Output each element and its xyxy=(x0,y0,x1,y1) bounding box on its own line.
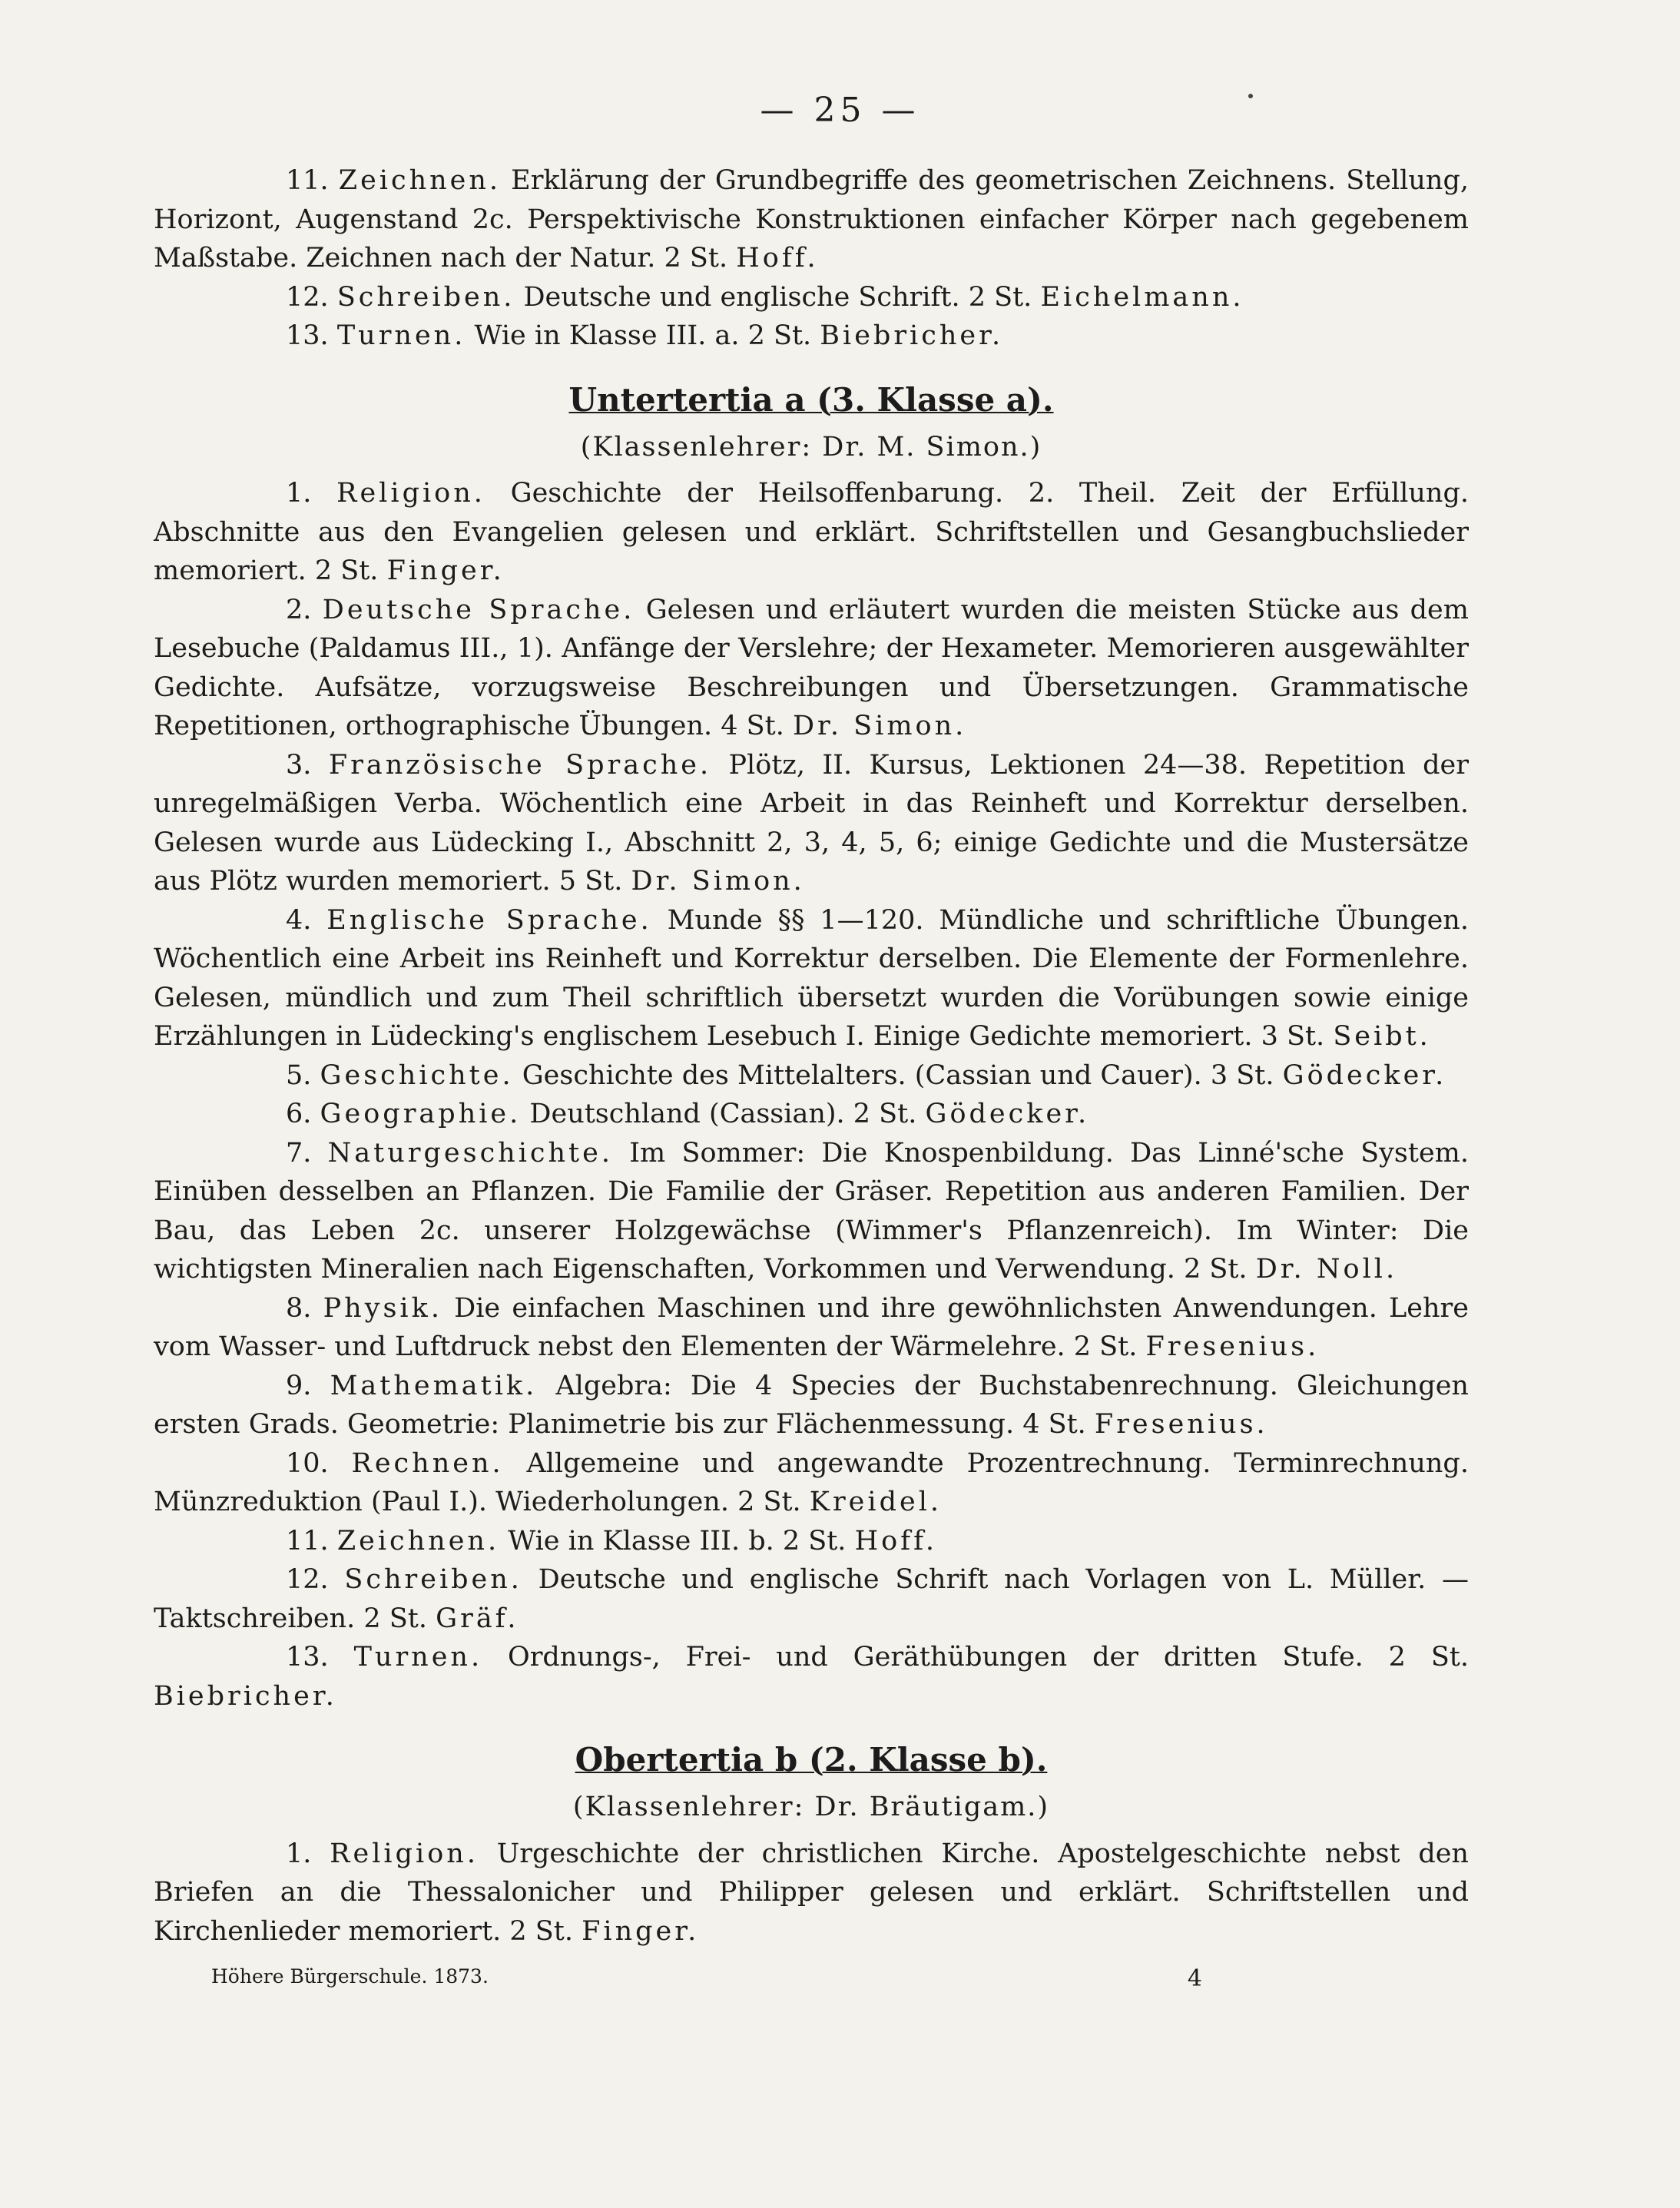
subject-paragraph xyxy=(154,1056,1469,1096)
subject-paragraph xyxy=(154,1638,1469,1716)
subject-title: Deutsche Sprache. xyxy=(322,594,635,625)
subject-title: Mathematik. xyxy=(330,1370,538,1401)
subject-title: Englische Sprache. xyxy=(326,904,652,936)
subject-paragraph xyxy=(154,1289,1469,1367)
subject-text: Erklärung der Grundbegriffe des geometrischen Zeichnens. Stellung, Horizont, Augenstand 2c. Perspektivische Konstruktionen einfacher Körper nach gegebenem Maßstabe. Zeichnen nach der Natur. 2 St. xyxy=(154,165,1469,274)
footer-imprint: Höhere Bürgerschule. 1873. xyxy=(211,1965,489,1988)
subject-text: Gelesen und erläutert wurden die meisten Stücke aus dem Lesebuche (Paldamus III., 1). Anfänge der Verslehre; der Hexameter. Memorieren ausgewählter Gedichte. Aufsätze, vorzugsweise Beschreibungen und Übersetzungen. Grammatische Repetitionen, orthographische Übungen. 4 St. xyxy=(154,594,1469,741)
subject-text: Wie in Klasse III. b. 2 St. xyxy=(508,1525,847,1557)
subject-text: Plötz, II. Kursus, Lektionen 24—38. Repetition der unregelmäßigen Verba. Wöchentlich eine Arbeit in das Reinheft und Korrektur derselben. Gelesen wurde aus Lüdecking I., Abschnitt 2, 3, 4, 5, 6; einige Gedichte und die Mustersätze aus Plötz wurden memoriert. 5 St. xyxy=(154,749,1469,897)
subject-number: 12. xyxy=(286,1564,329,1595)
subject-number: 13. xyxy=(286,1642,329,1673)
subject-text: Deutschland (Cassian). 2 St. xyxy=(529,1099,917,1129)
subject-paragraph xyxy=(154,1095,1469,1134)
heading-title: Untertertia a (3. Klasse a). xyxy=(568,380,1054,419)
subject-text: Munde §§ 1—120. Mündliche und schriftliche Übungen. Wöchentlich eine Arbeit ins Reinheft und Korrektur derselben. Die Elemente der Formenlehre. Gelesen, mündlich und zum Theil schriftlich übersetzt wurden die Vorübungen sowie einige Erzählungen in Lüdecking's englischem Lesebuch I. Einige Gedichte memoriert. 3 St. xyxy=(154,904,1469,1052)
subject-title: Geographie. xyxy=(320,1099,522,1129)
subject-number: 13. xyxy=(286,320,329,351)
subject-paragraph xyxy=(154,901,1469,1056)
signature-mark: 4 xyxy=(1187,1965,1202,1992)
sections-top xyxy=(154,161,1469,356)
subject-paragraph xyxy=(154,1560,1469,1638)
subject-title: Französische Sprache. xyxy=(328,749,712,781)
teacher-name: Hoff. xyxy=(736,243,819,274)
subject-number: 7. xyxy=(286,1137,312,1169)
subject-title: Naturgeschichte. xyxy=(327,1137,613,1169)
subject-number: 1. xyxy=(286,1838,312,1869)
subject-paragraph xyxy=(154,161,1469,278)
subject-paragraph xyxy=(154,1522,1469,1561)
subject-number: 12. xyxy=(286,281,329,313)
subject-text: Geschichte der Heilsoffenbarung. 2. Theil. Zeit der Erfüllung. Abschnitte aus den Evangelien gelesen und erklärt. Schriftstellen und Gesangbuchslieder memoriert. 2 St. xyxy=(154,478,1469,586)
teacher-name: Biebricher. xyxy=(154,1680,337,1712)
class-teacher-line: (Klassenlehrer: Dr. Bräutigam.) xyxy=(572,1792,1050,1822)
teacher-name: Eichelmann. xyxy=(1040,281,1244,313)
teacher-name: Gödecker. xyxy=(1282,1059,1447,1091)
subject-text: Allgemeine und angewandte Prozentrechnung. Terminrechnung. Münzreduktion (Paul I.). Wiederholungen. 2 St. xyxy=(154,1447,1469,1517)
teacher-name: Fresenius. xyxy=(1094,1409,1268,1440)
subject-number: 5. xyxy=(286,1059,312,1091)
subject-title: Zeichnen. xyxy=(336,1525,500,1557)
teacher-name: Dr. Simon. xyxy=(792,711,967,741)
subject-text: Im Sommer: Die Knospenbildung. Das Linné'sche System. Einüben desselben an Pflanzen. Die Familie der Gräser. Repetition aus anderen Familien. Der Bau, das Leben 2c. unserer Holzgewächse (Wimmer's Pflanzenreich). Im Winter: Die wichtigsten Mineralien nach Eigenschaften, Vorkommen und Verwendung. 2 St. xyxy=(154,1137,1469,1285)
subject-title: Religion. xyxy=(336,478,485,509)
teacher-name: Hoff. xyxy=(854,1525,937,1557)
teacher-name: Fresenius. xyxy=(1145,1331,1320,1362)
subject-number: 3. xyxy=(286,749,312,781)
subject-text: Deutsche und englische Schrift nach Vorlagen von L. Müller. — Taktschreiben. 2 St. xyxy=(154,1564,1469,1634)
subject-title: Rechnen. xyxy=(351,1447,504,1479)
subject-number: 9. xyxy=(286,1370,312,1401)
sections-untertertia xyxy=(154,474,1469,1716)
subject-paragraph xyxy=(154,317,1469,356)
teacher-name: Finger. xyxy=(386,555,505,586)
subject-title: Turnen. xyxy=(336,320,466,351)
subject-paragraph xyxy=(154,1444,1469,1522)
subject-paragraph xyxy=(154,591,1469,746)
sections-obertertia xyxy=(154,1835,1469,1951)
subject-title: Zeichnen. xyxy=(338,165,502,196)
subject-text: Urgeschichte der christlichen Kirche. Apostelgeschichte nebst den Briefen an die Thessalonicher und Philipper gelesen und erklärt. Schriftstellen und Kirchenlieder memoriert. 2 St. xyxy=(154,1838,1469,1947)
subject-text: Wie in Klasse III. a. 2 St. xyxy=(474,320,812,351)
subject-paragraph xyxy=(154,1367,1469,1444)
teacher-name: Seibt. xyxy=(1333,1021,1431,1052)
teacher-name: Biebricher. xyxy=(820,320,1004,351)
subject-number: 11. xyxy=(286,1525,329,1557)
subject-title: Schreiben. xyxy=(344,1564,522,1595)
subject-title: Physik. xyxy=(323,1292,442,1324)
subject-title: Religion. xyxy=(330,1838,479,1869)
teacher-name: Finger. xyxy=(582,1915,700,1947)
class-teacher-line: (Klassenlehrer: Dr. M. Simon.) xyxy=(580,431,1042,462)
subject-title: Geschichte. xyxy=(320,1059,514,1091)
subject-number: 4. xyxy=(286,904,312,936)
teacher-name: Gräf. xyxy=(436,1603,519,1634)
subject-number: 6. xyxy=(286,1099,312,1129)
subject-paragraph xyxy=(154,474,1469,591)
teacher-name: Dr. Noll. xyxy=(1255,1254,1398,1285)
teacher-name: Gödecker. xyxy=(925,1099,1090,1129)
subject-text: Deutsche und englische Schrift. 2 St. xyxy=(523,281,1032,313)
subject-text: Die einfachen Maschinen und ihre gewöhnlichsten Anwendungen. Lehre vom Wasser- und Luftdruck nebst den Elementen der Wärmelehre. 2 St. xyxy=(154,1292,1469,1362)
subject-paragraph xyxy=(154,1835,1469,1951)
subject-text: Ordnungs-, Frei- und Geräthübungen der dritten Stufe. 2 St. xyxy=(508,1642,1469,1673)
section-heading-obertertia xyxy=(154,1739,1469,1782)
subject-number: 1. xyxy=(286,478,312,509)
subject-paragraph xyxy=(154,278,1469,317)
teacher-name: Kreidel. xyxy=(809,1487,943,1517)
subject-number: 10. xyxy=(286,1447,329,1479)
subject-text: Geschichte des Mittelalters. (Cassian und Cauer). 3 St. xyxy=(522,1059,1274,1091)
subject-paragraph xyxy=(154,1134,1469,1289)
section-heading-untertertia xyxy=(154,379,1469,422)
subject-number: 8. xyxy=(286,1292,312,1324)
heading-title: Obertertia b (2. Klasse b). xyxy=(575,1741,1048,1779)
page-footer xyxy=(211,1965,1202,1992)
teacher-name: Dr. Simon. xyxy=(631,866,805,897)
subject-title: Schreiben. xyxy=(336,281,515,313)
page-body xyxy=(154,161,1469,1951)
subject-title: Turnen. xyxy=(353,1642,483,1673)
subject-number: 11. xyxy=(286,165,329,196)
subject-number: 2. xyxy=(286,594,312,625)
subject-text: Algebra: Die 4 Species der Buchstabenrechnung. Gleichungen ersten Grads. Geometrie: Planimetrie bis zur Flächenmessung. 4 St. xyxy=(154,1370,1469,1440)
subject-paragraph xyxy=(154,746,1469,901)
page-number: — 25 — xyxy=(760,91,920,130)
